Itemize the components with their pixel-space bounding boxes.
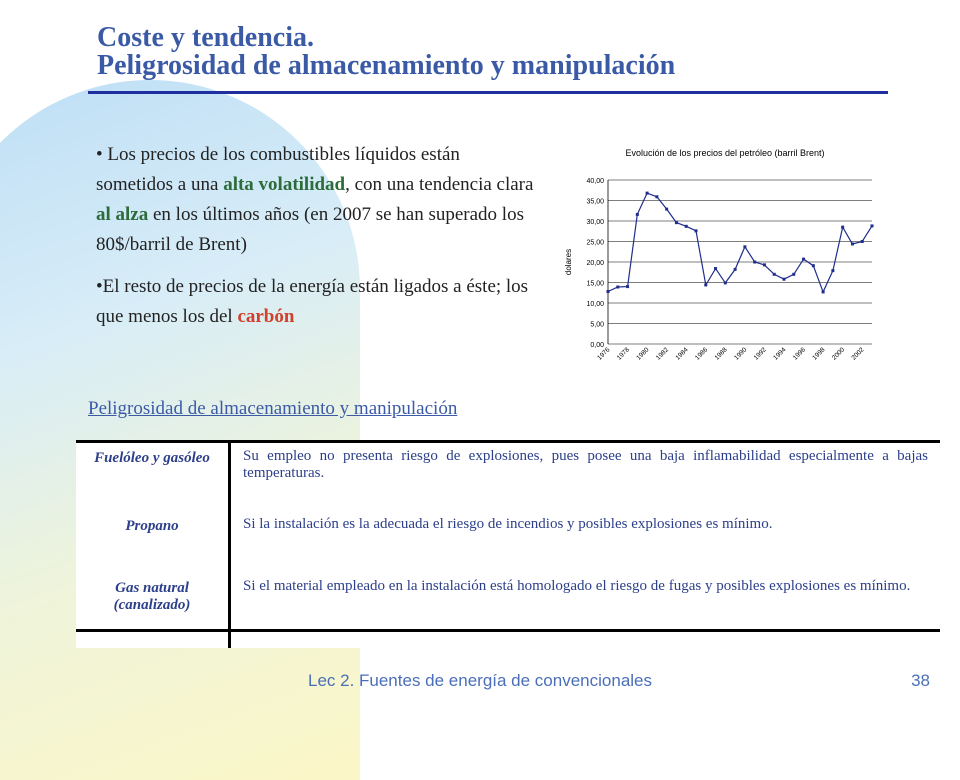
chart-data-point (812, 264, 815, 267)
table-row (76, 570, 940, 648)
bullet-other-prices (96, 272, 536, 332)
chart-data-point (871, 224, 874, 227)
chart-data-point (685, 225, 688, 228)
chart-data-point (861, 240, 864, 243)
bullet-volatility-pre: • Los precios de los combustibles líquidos están sometidos a una (96, 144, 460, 195)
chart-x-tick-label: 1988 (713, 346, 729, 362)
chart-data-point (704, 283, 707, 286)
slide-title (97, 24, 897, 80)
table-row (76, 440, 940, 508)
chart-data-point (724, 281, 727, 284)
chart-x-tick-label: 1982 (654, 346, 671, 362)
chart-series-line (608, 193, 872, 292)
bullet-volatility-post: en los últimos años (en 2007 se han superado los 80$/barril de Brent) (96, 204, 524, 255)
chart-x-tick-label: 1986 (694, 346, 710, 362)
chart-y-tick-label: 0,00 (590, 342, 604, 349)
chart-data-point (695, 229, 698, 232)
chart-y-tick-label: 10,00 (586, 301, 604, 308)
chart-title: Evolución de los precios del petróleo (barril Brent) (625, 148, 825, 158)
chart-data-point (675, 221, 678, 224)
title-divider (88, 91, 888, 94)
chart-x-tick-label: 2000 (830, 346, 847, 362)
slide-title-line1: Coste y tendencia. (97, 22, 314, 53)
chart-data-point (743, 245, 746, 248)
table-row-key: Gas natural (canalizado) (76, 570, 230, 648)
chart-data-point (714, 267, 717, 270)
chart-data-point (616, 286, 619, 289)
chart-y-tick-label: 40,00 (586, 178, 604, 185)
chart-x-tick-label: 1994 (772, 346, 788, 362)
bullet-list (96, 140, 536, 344)
page-number: 38 (911, 671, 930, 690)
hazard-table (76, 440, 940, 648)
chart-data-point (792, 273, 795, 276)
bullet-volatility-mid: , con una tendencia clara (345, 174, 534, 195)
highlight-carbon: carbón (237, 306, 295, 327)
chart-data-point (822, 290, 825, 293)
chart-data-point (636, 213, 639, 216)
chart-y-tick-label: 15,00 (586, 280, 604, 288)
chart-y-axis-label: dolares (564, 248, 573, 276)
chart-data-point (773, 273, 776, 276)
chart-data-point (665, 208, 668, 211)
chart-data-point (802, 258, 805, 261)
chart-data-point (841, 226, 844, 229)
chart-x-tick-label: 1984 (674, 346, 690, 362)
chart-y-tick-label: 35,00 (586, 198, 604, 206)
chart-data-point (783, 278, 786, 281)
chart-data-point (753, 261, 756, 264)
chart-data-point (851, 242, 854, 245)
bullet-other-prices-pre: •El resto de precios de la energía están ligados a éste; los que menos los del (96, 276, 529, 327)
chart-data-point (655, 195, 658, 198)
chart-x-tick-label: 1980 (635, 346, 651, 362)
chart-x-tick-label: 1998 (811, 346, 827, 362)
chart-y-tick-label: 30,00 (586, 219, 604, 226)
chart-x-tick-label: 1978 (615, 346, 631, 362)
chart-data-point (626, 285, 629, 288)
highlight-upward: al alza (96, 204, 149, 225)
chart-x-tick-label: 1990 (733, 346, 749, 362)
chart-x-tick-label: 1976 (596, 346, 612, 362)
table-row-key: Propano (76, 508, 230, 570)
section-heading-link[interactable]: Peligrosidad de almacenamiento y manipulación (88, 398, 458, 419)
oil-price-chart (560, 140, 890, 380)
table-row (76, 508, 940, 570)
chart-y-tick-label: 20,00 (586, 260, 604, 267)
table-row-value: Si la instalación es la adecuada el riesgo de incendios y posibles explosiones es mínimo. (243, 516, 773, 532)
chart-x-tick-label: 1992 (752, 346, 768, 362)
chart-data-point (831, 269, 834, 272)
chart-data-point (763, 263, 766, 266)
chart-data-point (734, 268, 737, 271)
slide-title-line2: Peligrosidad de almacenamiento y manipulación (97, 50, 676, 81)
table-row-value: Si el material empleado en la instalación está homologado el riesgo de fugas y posibles explosiones es mínimo. (243, 578, 911, 594)
table-row-value: Su empleo no presenta riesgo de explosiones, pues posee una baja inflamabilidad especialmente a bajas temperaturas. (243, 448, 928, 481)
chart-y-tick-label: 5,00 (590, 321, 604, 329)
chart-data-point (646, 192, 649, 195)
bullet-volatility (96, 140, 536, 260)
table-row-key: Fuelóleo y gasóleo (76, 440, 230, 508)
chart-y-tick-label: 25,00 (586, 239, 604, 247)
chart-data-point (607, 290, 610, 293)
footer-text: Lec 2. Fuentes de energía de convencionales (307, 671, 653, 690)
chart-x-tick-label: 1996 (791, 346, 807, 362)
highlight-volatility: alta volatilidad (223, 174, 346, 195)
chart-x-tick-label: 2002 (850, 346, 866, 362)
